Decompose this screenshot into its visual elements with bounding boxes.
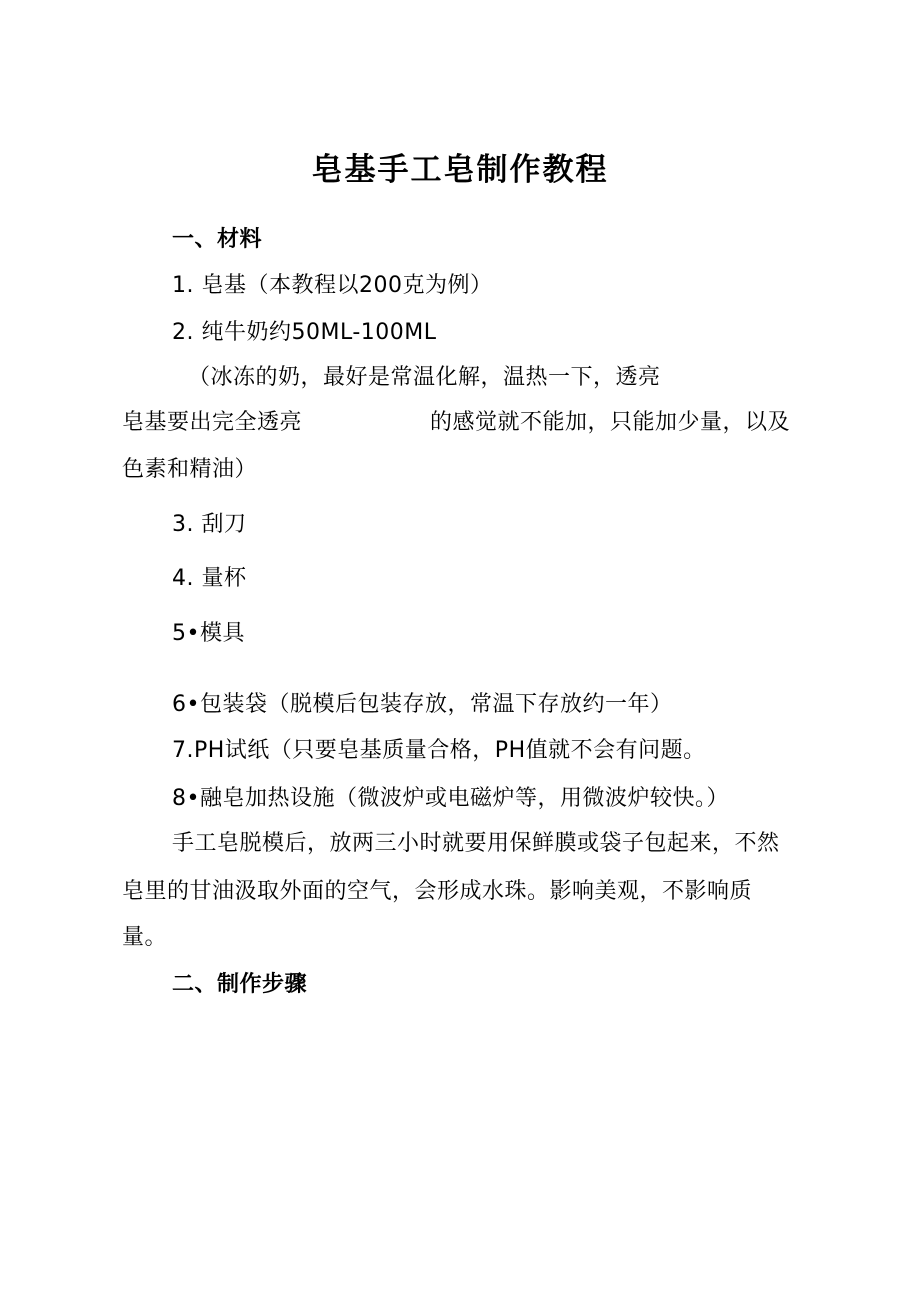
materials-item-8: 8•融皂加热设施（微波炉或电磁炉等，用微波炉较快。） bbox=[172, 786, 729, 811]
materials-item-2: 2. 纯牛奶约50ML-100ML bbox=[172, 320, 437, 345]
section-heading-materials: 一、材料 bbox=[172, 227, 263, 252]
document-title: 皂基手工皂制作教程 bbox=[311, 152, 609, 188]
materials-paragraph-line-3: 量。 bbox=[122, 925, 168, 950]
materials-note-line-2b: 的感觉就不能加，只能加少量，以及 bbox=[430, 410, 791, 435]
materials-paragraph-line-1: 手工皂脱模后，放两三小时就要用保鲜膜或袋子包起来，不然 bbox=[172, 831, 780, 856]
materials-item-3: 3. 刮刀 bbox=[172, 512, 247, 537]
section-heading-steps: 二、制作步骤 bbox=[172, 972, 308, 997]
materials-paragraph-line-2: 皂里的甘油汲取外面的空气，会形成水珠。影响美观，不影响质 bbox=[122, 879, 753, 904]
materials-item-7: 7.PH试纸（只要皂基质量合格，PH值就不会有问题。 bbox=[172, 738, 706, 763]
materials-item-4: 4. 量杯 bbox=[172, 566, 247, 591]
materials-item-5: 5•模具 bbox=[172, 621, 245, 646]
materials-item-1: 1. 皂基（本教程以200克为例） bbox=[172, 273, 493, 298]
materials-note-line-3: 色素和精油） bbox=[122, 457, 258, 482]
materials-note-line-2a: 皂基要出完全透亮 bbox=[122, 410, 303, 435]
materials-item-6: 6•包装袋（脱模后包装存放，常温下存放约一年） bbox=[172, 692, 673, 717]
materials-note-line-1: （冰冻的奶，最好是常温化解，温热一下，透亮 bbox=[188, 365, 661, 390]
